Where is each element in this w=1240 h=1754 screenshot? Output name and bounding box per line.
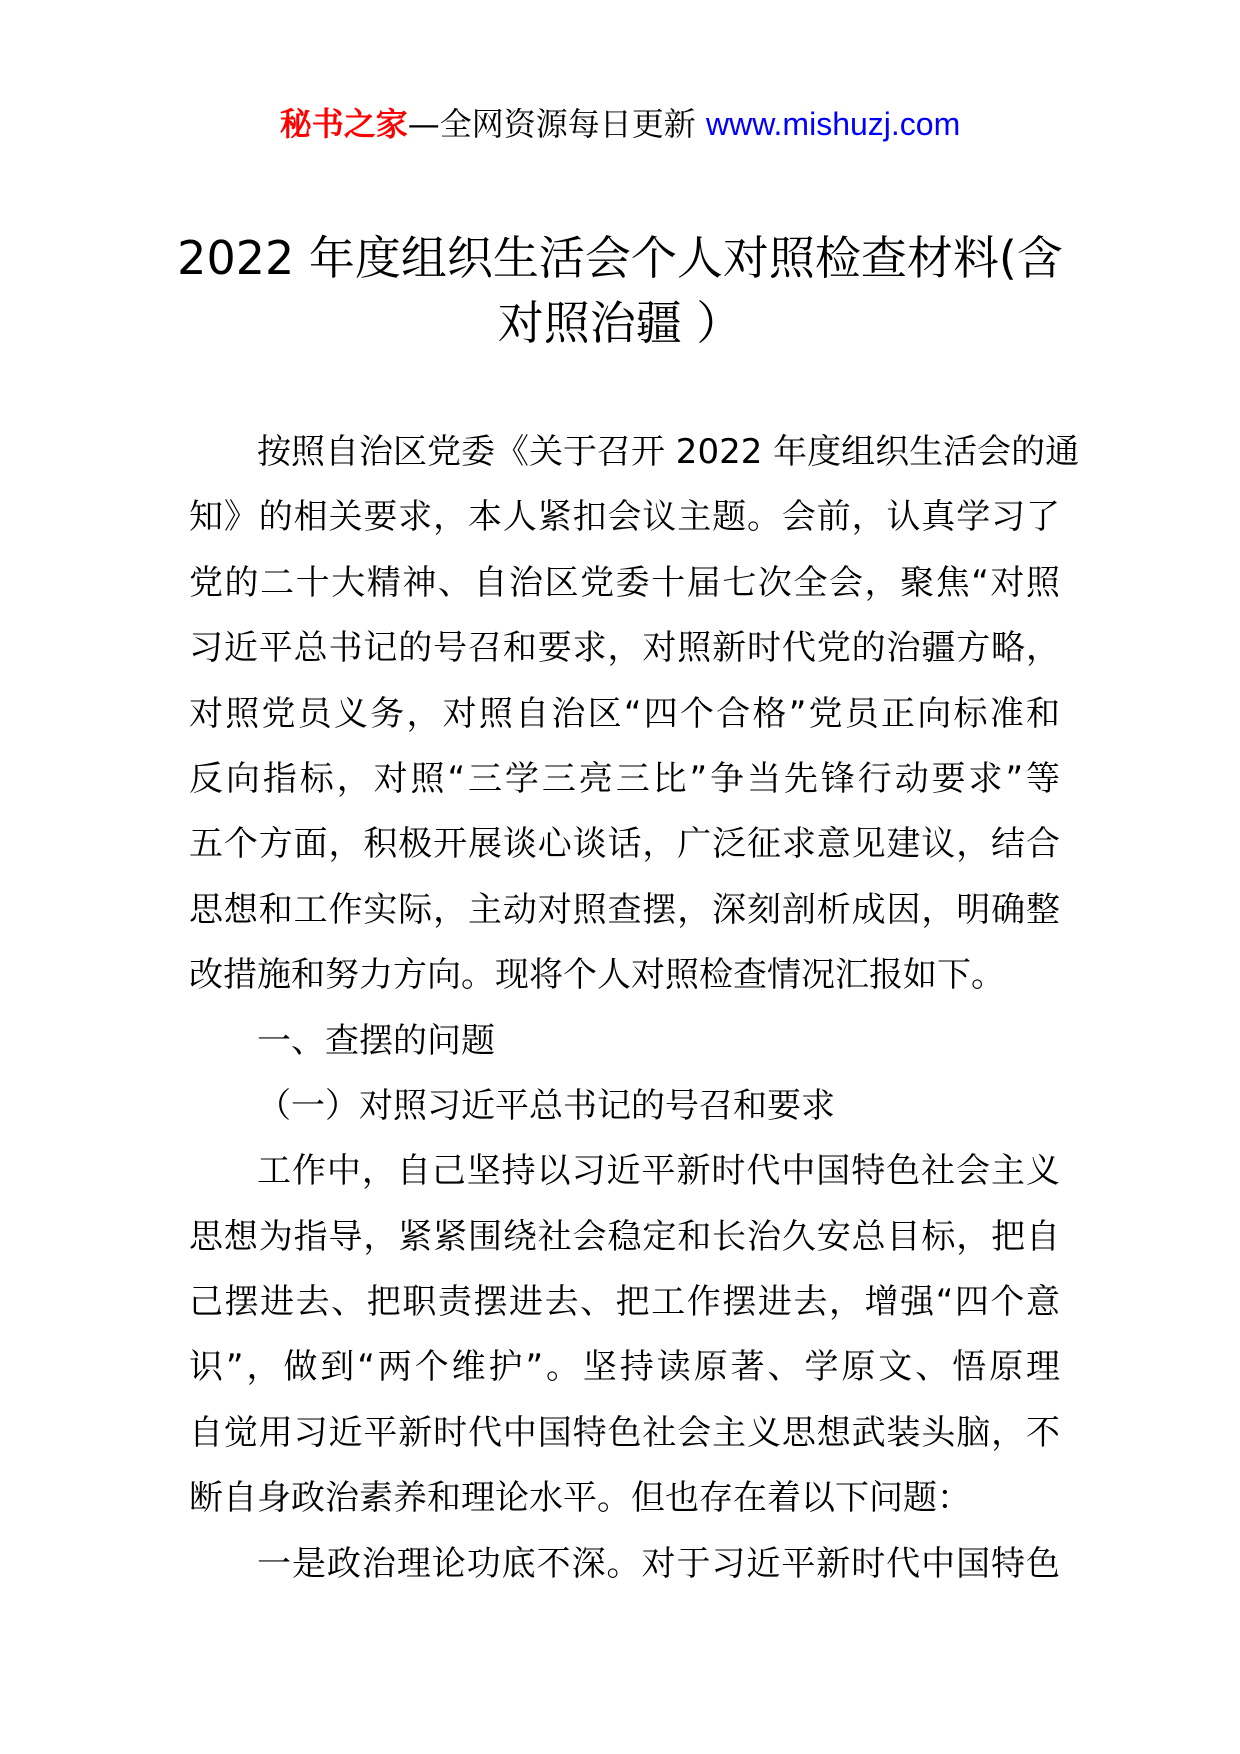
body-text-line: 识”，做到“两个维护”。坚持读原著、学原文、悟原理	[189, 1347, 1060, 1388]
title-line: 对照治疆 ）	[497, 296, 743, 350]
body-text-line: 党的二十大精神、自治区党委十届七次全会，聚焦“对照	[189, 562, 1060, 603]
body-text-line: 工作中，自己坚持以习近平新时代中国特色社会主义	[257, 1151, 1060, 1192]
document-body	[189, 420, 1080, 1597]
body-text-line: 五个方面，积极开展谈心谈话，广泛征求意见建议，结合	[189, 824, 1060, 865]
site-banner	[0, 102, 1240, 146]
banner-tagline: —全网资源每日更新	[407, 105, 706, 143]
body-text-line: 知》的相关要求，本人紧扣会议主题。会前，认真学习了	[189, 497, 1060, 538]
brand-name: 秘书之家	[279, 105, 408, 143]
body-text-line: 断自身政治素养和理论水平。但也存在着以下问题：	[189, 1478, 971, 1519]
document-title	[150, 226, 1090, 356]
body-text-line: 己摆进去、把职责摆进去、把工作摆进去，增强“四个意	[189, 1282, 1060, 1323]
body-text-line: 习近平总书记的号召和要求，对照新时代党的治疆方略，	[189, 628, 1060, 669]
body-text-line: 反向指标，对照“三学三亮三比”争当先锋行动要求”等	[189, 758, 1060, 799]
site-url-link[interactable]: www.mishuzj.com	[705, 106, 961, 142]
body-text-line: 思想和工作实际，主动对照查摆，深刻剖析成因，明确整	[189, 889, 1060, 930]
body-text-line: 对照党员义务，对照自治区“四个合格”党员正向标准和	[189, 693, 1060, 734]
body-text-line: 改措施和努力方向。现将个人对照检查情况汇报如下。	[189, 955, 1005, 996]
body-text-line: 按照自治区党委《关于召开 2022 年度组织生活会的通	[257, 432, 1080, 472]
body-text-line: 一、查摆的问题	[257, 1020, 495, 1061]
body-text-line: 自觉用习近平新时代中国特色社会主义思想武装头脑，不	[189, 1412, 1060, 1453]
body-text-line: 一是政治理论功底不深。对于习近平新时代中国特色	[257, 1543, 1060, 1584]
body-text-line: （一）对照习近平总书记的号召和要求	[257, 1085, 835, 1126]
title-line: 2022 年度组织生活会个人对照检查材料(含	[177, 231, 1063, 285]
body-text-line: 思想为指导，紧紧围绕社会稳定和长治久安总目标，把自	[189, 1216, 1060, 1257]
